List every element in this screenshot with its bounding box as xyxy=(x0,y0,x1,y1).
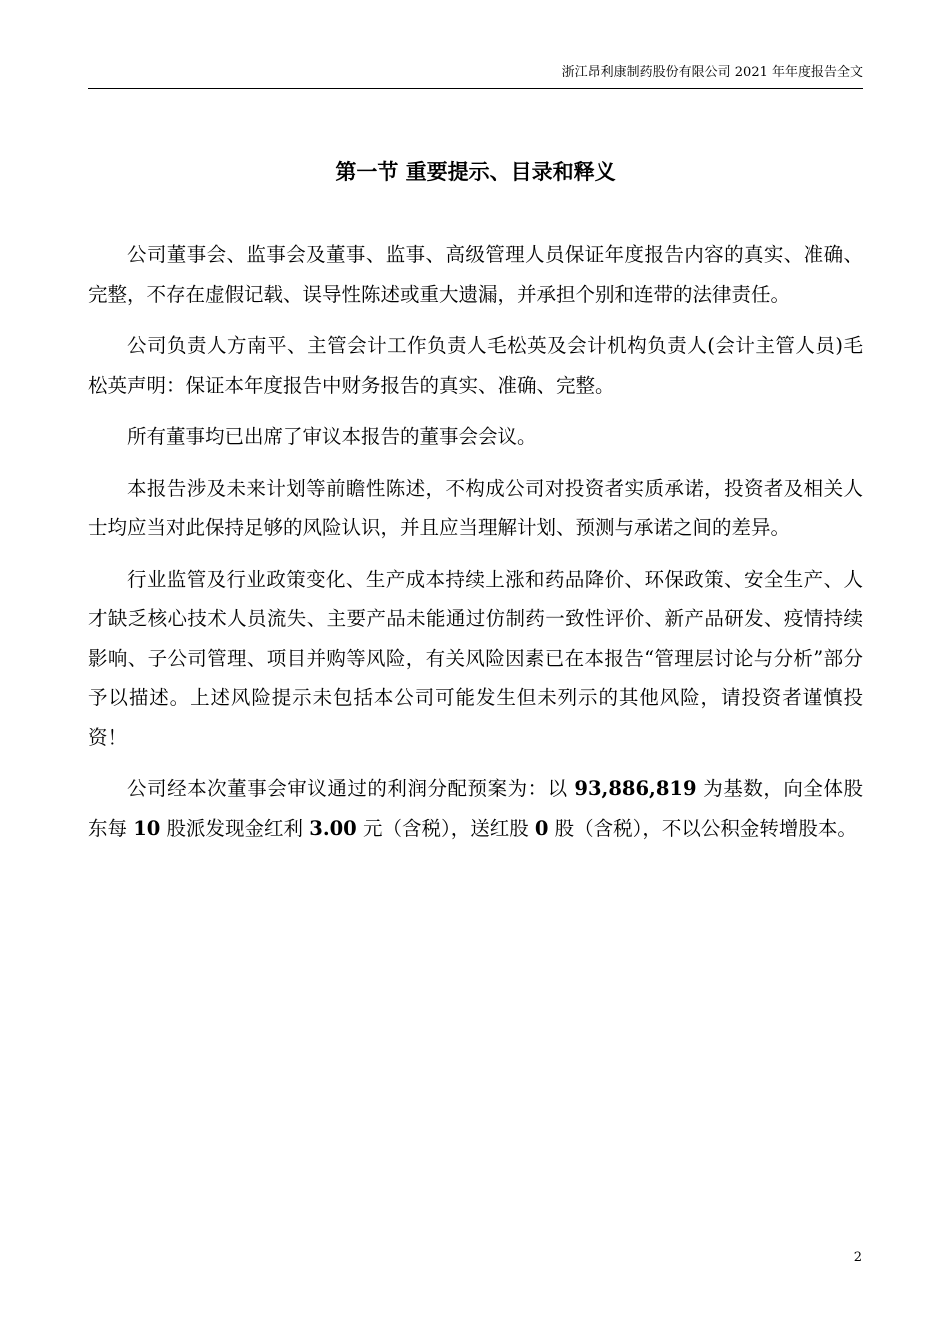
dividend-text-1: 公司经本次董事会审议通过的利润分配预案为：以 xyxy=(127,777,575,800)
dividend-text-2: 为基数，向全体股东每 xyxy=(88,777,863,840)
section-title: 第一节 重要提示、目录和释义 xyxy=(335,159,616,184)
header-title: 浙江昂利康制药股份有限公司 2021 年年度报告全文 xyxy=(561,65,863,80)
document-body xyxy=(88,235,863,860)
paragraph-forward-looking: 本报告涉及未来计划等前瞻性陈述，不构成公司对投资者实质承诺，投资者及相关人士均应当对此保持足够的风险认识，并且应当理解计划、预测与承诺之间的差异。 xyxy=(88,476,863,539)
paragraph-responsibility-statement: 公司董事会、监事会及董事、监事、高级管理人员保证年度报告内容的真实、准确、完整，不存在虚假记载、误导性陈述或重大遗漏，并承担个别和连带的法律责任。 xyxy=(88,243,863,306)
paragraph-officer-declaration: 公司负责人方南平、主管会计工作负责人毛松英及会计机构负责人(会计主管人员)毛松英声明：保证本年度报告中财务报告的真实、准确、完整。 xyxy=(88,334,863,397)
dividend-per-shares: 10 xyxy=(133,816,161,840)
dividend-text-3: 股派发现金红利 xyxy=(160,816,310,840)
paragraph-board-attendance: 所有董事均已出席了审议本报告的董事会会议。 xyxy=(127,425,537,448)
page-header xyxy=(88,62,863,89)
dividend-base-number: 93,886,819 xyxy=(574,777,697,800)
dividend-text-5: 股（含税），不以公积金转增股本。 xyxy=(548,816,857,840)
page-number: 2 xyxy=(853,1250,862,1265)
dividend-cash-amount: 3.00 xyxy=(309,816,357,840)
paragraph-risk-factors: 行业监管及行业政策变化、生产成本持续上涨和药品降价、环保政策、安全生产、人才缺乏核心技术人员流失、主要产品未能通过仿制药一致性评价、新产品研发、疫情持续影响、子公司管理、项目并购等风险，有关风险因素已在本报告“管理层讨论与分析”部分予以描述。上述风险提示未包括本公司可能发生但未列示的其他风险，请投资者谨慎投资！ xyxy=(88,567,863,749)
dividend-bonus-shares: 0 xyxy=(534,816,549,840)
paragraph-dividend-plan xyxy=(88,769,863,848)
dividend-text-4: 元（含税），送红股 xyxy=(356,816,535,840)
